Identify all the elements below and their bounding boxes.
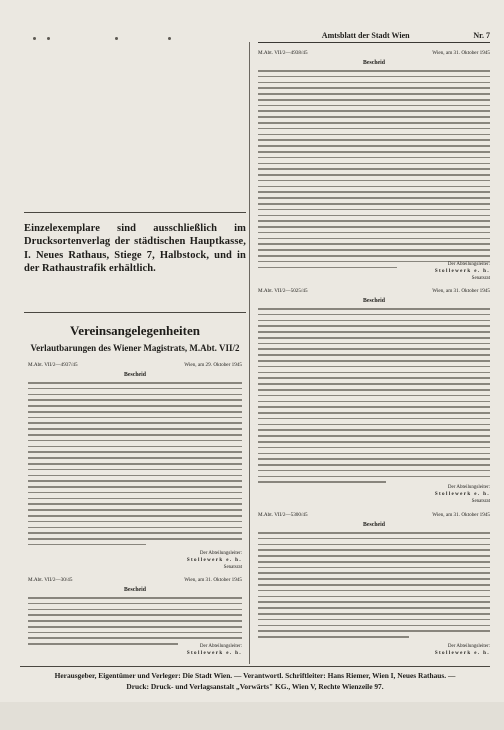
signature-name: Stollewerk e. h. — [434, 491, 490, 497]
punch-mark — [47, 37, 50, 40]
punch-mark — [168, 37, 171, 40]
entry-label: Bescheid — [124, 587, 146, 593]
signature-head: Der Abteilungsleiter: — [447, 644, 490, 649]
entry-label: Bescheid — [363, 298, 385, 304]
entry-header — [258, 512, 490, 518]
entry-label: Bescheid — [363, 60, 385, 66]
entry-signature — [398, 644, 490, 658]
signature-name: Stollewerk e. h. — [186, 557, 242, 563]
entry-reference: M.Abt. VII/2—5025/45 — [258, 288, 308, 294]
header-title: Amtsblatt der Stadt Wien — [321, 30, 410, 40]
entry-reference: M.Abt. VII/2—5300/45 — [258, 512, 308, 518]
imprint-footer — [20, 666, 490, 701]
entry-date: Wien, am 29. Oktober 1945 — [184, 362, 242, 368]
entry-reference: M.Abt. VII/2—4937/45 — [28, 362, 78, 368]
entry-body — [258, 532, 490, 642]
signature-rank: Senatsrat — [471, 275, 490, 281]
signature-name: Stollewerk e. h. — [434, 268, 490, 274]
entry-date: Wien, am 31. Oktober 1945 — [432, 50, 490, 56]
section-subtitle: Verlautbarungen des Wiener Magistrats, M.Abt. VII/2 — [30, 343, 240, 353]
signature-rank: Senatsrat — [223, 564, 242, 570]
signature-name: Stollewerk e. h. — [434, 650, 490, 656]
entry-date: Wien, am 31. Oktober 1945 — [432, 512, 490, 518]
punch-mark — [33, 37, 36, 40]
section-title: Vereinsangelegenheiten — [70, 323, 200, 338]
punch-mark — [115, 37, 118, 40]
entry-header — [28, 577, 242, 583]
entry-reference: M.Abt. VII/2—30/45 — [28, 577, 73, 583]
rule — [24, 312, 246, 313]
entry-label: Bescheid — [363, 522, 385, 528]
signature-rank: Senatsrat — [471, 498, 490, 504]
entry-reference: M.Abt. VII/2—4938/45 — [258, 50, 308, 56]
sales-notice: Einzelexemplare sind ausschließlich im Drucksortenverlag der städtischen Hauptkasse, I. Neues Rathaus, Stiege 7, Halbstock, und in der Rathaustrafik erhältlich. — [24, 223, 246, 275]
entry-signature — [398, 485, 490, 505]
entry-signature — [150, 644, 242, 658]
page-margin — [0, 702, 504, 730]
column-divider — [249, 42, 250, 664]
signature-head: Der Abteilungsleiter: — [447, 262, 490, 267]
entry-signature — [150, 551, 242, 571]
signature-name: Stollewerk e. h. — [186, 650, 242, 656]
entry-label: Bescheid — [124, 372, 146, 378]
signature-head: Der Abteilungsleiter: — [199, 551, 242, 556]
page-header — [258, 28, 490, 43]
entry-date: Wien, am 31. Oktober 1945 — [184, 577, 242, 583]
page-number: Nr. 7 — [473, 30, 490, 40]
entry-body — [258, 70, 490, 272]
entry-body — [258, 308, 490, 487]
entry-body — [28, 597, 242, 649]
entry-date: Wien, am 31. Oktober 1945 — [432, 288, 490, 294]
entry-header — [258, 50, 490, 56]
rule — [24, 212, 246, 213]
imprint-line-2: Druck: Druck- und Verlagsanstalt „Vorwärts" KG., Wien V, Rechte Wienzeile 97. — [126, 681, 384, 691]
imprint-line-1: Herausgeber, Eigentümer und Verleger: Die Stadt Wien. — Verantwortl. Schriftleiter: Hans Riemer, Wien I, Neues Rathaus. — — [54, 671, 456, 680]
entry-signature — [398, 262, 490, 282]
entry-header — [258, 288, 490, 294]
entry-body — [28, 382, 242, 550]
entry-header — [28, 362, 242, 368]
signature-head: Der Abteilungsleiter: — [199, 644, 242, 649]
signature-head: Der Abteilungsleiter: — [447, 485, 490, 490]
